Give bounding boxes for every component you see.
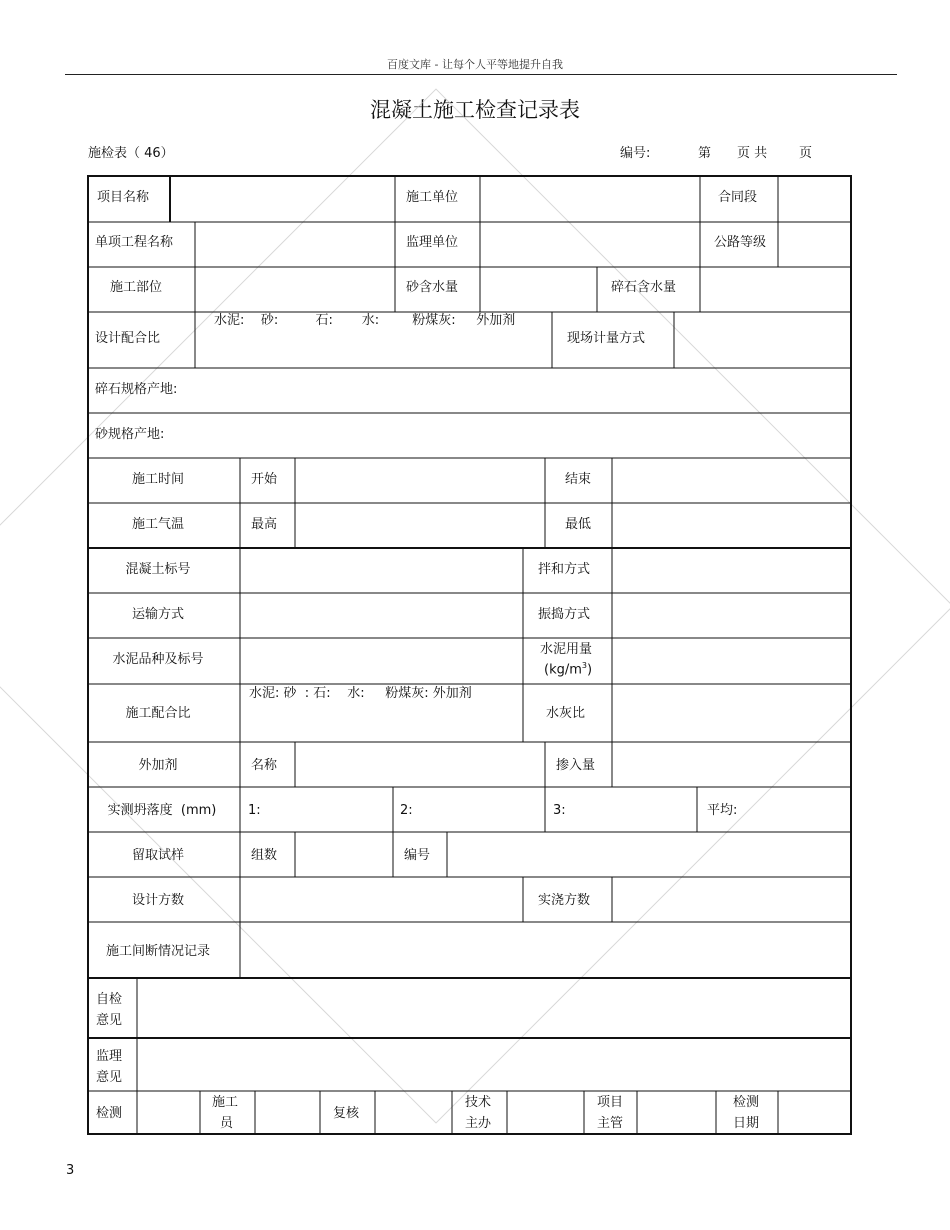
label-sand-moisture: 砂含水量 <box>406 280 459 295</box>
construction-mix-components: 水泥: 砂 : 石: 水: 粉煤灰: 外加剂 <box>249 686 472 701</box>
label-self-check-1: 自检 <box>96 992 123 1007</box>
label-name: 名称 <box>251 758 278 773</box>
label-design-volume: 设计方数 <box>131 893 185 908</box>
label-cement-type: 水泥品种及标号 <box>112 652 204 667</box>
label-slump-3: 3: <box>553 803 566 818</box>
label-construction-part: 施工部位 <box>110 280 163 295</box>
label-construction-temp: 施工气温 <box>131 517 185 532</box>
label-tech-lead-2: 主办 <box>465 1116 492 1131</box>
label-self-check-2: 意见 <box>96 1013 123 1028</box>
label-cement-unit: $(kg/m^3)$ <box>544 661 593 678</box>
label-project-mgr-1: 项目 <box>597 1095 624 1110</box>
label-end: 结束 <box>565 472 592 487</box>
label-unit-project-name: 单项工程名称 <box>95 235 174 250</box>
label-slump: 实测坍落度 (mm) <box>107 803 217 818</box>
label-inspect-date-2: 日期 <box>733 1116 760 1131</box>
label-project-name: 项目名称 <box>97 190 150 205</box>
label-cement-amount: 水泥用量 <box>540 642 593 657</box>
label-slump-2: 2: <box>400 803 413 818</box>
label-wc-ratio: 水灰比 <box>546 706 586 721</box>
page-header: 百度文库 - 让每个人平等地提升自我 <box>387 58 563 71</box>
label-lowest: 最低 <box>565 517 592 532</box>
label-sample: 留取试样 <box>131 848 185 863</box>
label-average: 平均: <box>707 803 738 818</box>
label-contract-section: 合同段 <box>718 190 758 205</box>
label-supervision-1: 监理 <box>96 1049 123 1064</box>
label-transport-method: 运输方式 <box>131 607 185 622</box>
label-review: 复核 <box>333 1106 360 1121</box>
label-project-mgr-2: 主管 <box>597 1116 624 1131</box>
page-ye: 页 <box>799 146 813 161</box>
document-title: 混凝土施工检查记录表 <box>370 98 580 122</box>
label-construction-unit: 施工单位 <box>406 190 459 205</box>
label-group-count: 组数 <box>251 848 278 863</box>
label-admixture: 外加剂 <box>138 758 178 773</box>
label-start: 开始 <box>251 472 278 487</box>
label-inspect-date-1: 检测 <box>733 1095 760 1110</box>
label-gravel-moisture: 碎石含水量 <box>611 280 677 295</box>
form-code: 施检表（ 46） <box>88 146 174 161</box>
page-number: 3 <box>66 1163 75 1178</box>
label-actual-volume: 实浇方数 <box>538 893 591 908</box>
label-site-metering: 现场计量方式 <box>567 331 646 346</box>
label-construction-mix: 施工配合比 <box>125 706 191 721</box>
label-gravel-spec: 碎石规格产地: <box>95 382 178 397</box>
label-sand-spec: 砂规格产地: <box>95 427 165 442</box>
number-label: 编号: <box>620 146 651 161</box>
label-vibration-method: 振捣方式 <box>538 607 591 622</box>
label-interruption: 施工间断情况记录 <box>105 944 211 959</box>
label-supervision-unit: 监理单位 <box>406 235 459 250</box>
design-mix-components: 水泥: 砂: 石: 水: 粉煤灰: 外加剂 <box>214 313 516 328</box>
label-mixing-method: 拌和方式 <box>538 562 591 577</box>
label-constructor-1: 施工 <box>212 1095 239 1110</box>
label-slump-1: 1: <box>248 803 261 818</box>
label-supervision-2: 意见 <box>96 1070 123 1085</box>
label-constructor-2: 员 <box>220 1116 234 1131</box>
page-di: 第 <box>698 146 712 161</box>
label-inspection: 检测 <box>96 1106 123 1121</box>
label-dosage: 掺入量 <box>556 758 596 773</box>
label-road-grade: 公路等级 <box>714 235 767 250</box>
label-highest: 最高 <box>251 517 278 532</box>
label-serial-no: 编号 <box>404 848 431 863</box>
label-concrete-grade: 混凝土标号 <box>125 562 191 577</box>
label-tech-lead-1: 技术 <box>465 1095 492 1110</box>
label-design-mix: 设计配合比 <box>95 331 161 346</box>
page-ye-total: 页 共 <box>737 146 768 161</box>
label-construction-time: 施工时间 <box>131 472 185 487</box>
